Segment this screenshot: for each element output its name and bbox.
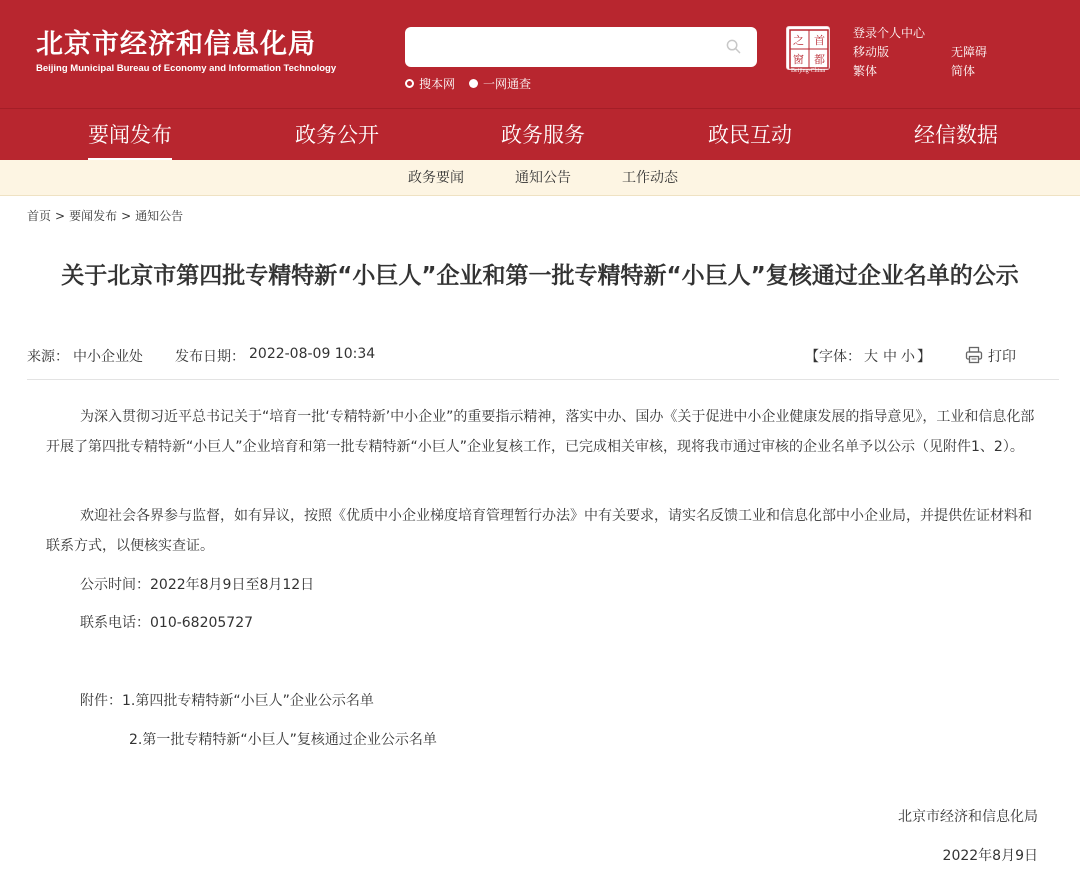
accessibility-link[interactable]: 无障碍 — [951, 45, 988, 59]
signature-organization: 北京市经济和信息化局 — [898, 809, 1038, 825]
nav-item-economic-data[interactable]: 经信数据 — [914, 123, 998, 147]
nav-item-public-interaction[interactable]: 政民互动 — [708, 123, 792, 147]
traditional-chinese-link[interactable]: 繁体 — [853, 64, 878, 78]
login-personal-center-link[interactable]: 登录个人中心 — [853, 26, 926, 40]
source-value: 中小企业处 — [73, 349, 143, 365]
font-size-bracket: 】 — [917, 349, 931, 365]
signature-date: 2022年8月9日 — [942, 848, 1038, 864]
radio-unselected-icon[interactable] — [405, 79, 414, 88]
subnav-item-work-updates[interactable]: 工作动态 — [622, 170, 678, 186]
seal-char: 之 — [793, 34, 804, 47]
meta-divider — [27, 379, 1059, 380]
contact-phone: 联系电话：010-68205727 — [80, 615, 254, 631]
breadcrumb-separator: > — [55, 209, 66, 223]
sub-nav — [0, 160, 1080, 196]
breadcrumb-notices-link[interactable]: 通知公告 — [135, 209, 184, 223]
article-title: 关于北京市第四批专精特新“小巨人”企业和第一批专精特新“小巨人”复核通过企业名单的公示 — [61, 263, 1019, 289]
capital-window-caption: Beijing-China — [791, 68, 825, 74]
nav-item-news[interactable]: 要闻发布 — [88, 109, 172, 161]
search-scope-all[interactable] — [469, 75, 531, 92]
font-size-small-button[interactable]: 小 — [901, 349, 915, 365]
attachment-link-1[interactable]: 附件：1.第四批专精特新“小巨人”企业公示名单 — [80, 693, 374, 709]
seal-char: 窗 — [793, 53, 804, 66]
font-size-medium-button[interactable]: 中 — [883, 349, 897, 365]
printer-icon[interactable] — [965, 346, 983, 364]
font-size-label: 【字体： — [805, 349, 861, 365]
search-scope-label: 一网通查 — [483, 76, 532, 91]
breadcrumb-news-link[interactable]: 要闻发布 — [69, 209, 118, 223]
article-meta — [27, 346, 1059, 366]
nav-item-government-affairs[interactable]: 政务公开 — [295, 123, 379, 147]
seal-char: 首 — [814, 34, 825, 47]
simplified-chinese-link[interactable]: 简体 — [951, 64, 976, 78]
radio-selected-icon[interactable] — [469, 79, 478, 88]
breadcrumb-separator: > — [121, 209, 132, 223]
article-paragraph: 为深入贯彻习近平总书记关于“培育一批‘专精特新’中小企业”的重要指示精神，落实中办、国办《关于促进中小企业健康发展的指导意见》，工业和信息化部开展了第四批专精特新“小巨人”企业培育和第一批专精特新“小巨人”企业复核工作，已完成相关审核，现将我市通过审核的企业名单予以公示（见附件1、2）。 — [46, 409, 1035, 455]
capital-window-seal-icon — [787, 27, 831, 71]
search-input[interactable] — [405, 27, 757, 67]
site-logo-title[interactable]: 北京市经济和信息化局 — [36, 29, 316, 60]
breadcrumb-home-link[interactable]: 首页 — [27, 209, 52, 223]
site-header — [0, 0, 1080, 108]
source-label: 来源： — [27, 349, 69, 365]
seal-char: 都 — [814, 53, 825, 66]
subnav-item-notices[interactable]: 通知公告 — [515, 170, 571, 186]
print-button[interactable]: 打印 — [988, 349, 1016, 365]
search-scope-options — [405, 75, 545, 91]
font-size-large-button[interactable]: 大 — [864, 349, 878, 365]
article-paragraph: 欢迎社会各界参与监督，如有异议，按照《优质中小企业梯度培育管理暂行办法》中有关要求，请实名反馈工业和信息化部中小企业局，并提供佐证材料和联系方式，以便核实查证。 — [46, 508, 1032, 554]
notice-period: 公示时间：2022年8月9日至8月12日 — [80, 577, 315, 593]
header-links — [853, 24, 1003, 80]
breadcrumb — [27, 207, 183, 224]
site-logo-subtitle: Beijing Municipal Bureau of Economy and Information Technology — [36, 63, 337, 74]
search-scope-label: 搜本网 — [419, 76, 456, 91]
publish-date-label: 发布日期： — [175, 349, 245, 365]
attachment-link-2[interactable]: 2.第一批专精特新“小巨人”复核通过企业公示名单 — [129, 732, 437, 748]
mobile-version-link[interactable]: 移动版 — [853, 45, 890, 59]
publish-date-value: 2022-08-09 10:34 — [249, 346, 376, 362]
nav-item-government-services[interactable]: 政务服务 — [501, 123, 585, 147]
search-icon[interactable] — [726, 39, 741, 54]
search-scope-site[interactable] — [405, 75, 455, 92]
capital-window-logo[interactable] — [786, 26, 830, 70]
main-nav — [0, 108, 1080, 160]
subnav-item-government-news[interactable]: 政务要闻 — [408, 170, 464, 186]
